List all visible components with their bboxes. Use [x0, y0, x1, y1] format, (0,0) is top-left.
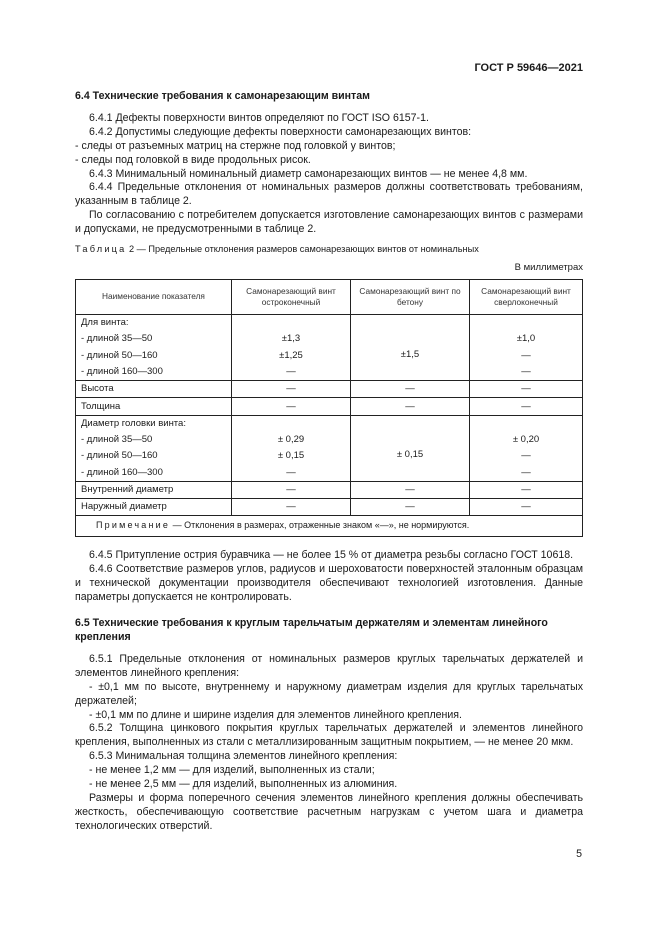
- table-cell: ±1,0: [470, 331, 583, 347]
- table-cell: Толщина: [76, 398, 232, 415]
- table-row: [76, 465, 583, 482]
- table-cell: Наружный диаметр: [76, 499, 232, 516]
- table-cell: —: [470, 499, 583, 516]
- table-cell: [232, 314, 351, 331]
- table-cell: [470, 415, 583, 432]
- list-item: - следы под головкой в виде продольных рисок.: [75, 153, 311, 166]
- list-item: - следы от разъемных матриц на стержне под головкой у винтов;: [75, 139, 396, 152]
- table-row: [76, 448, 583, 464]
- table-row: [76, 398, 583, 415]
- table-cell: —: [470, 448, 583, 464]
- page-number: 5: [576, 848, 582, 860]
- section-6-5-title: 6.5 Технические требования к круглым тарельчатым держателям и элементам линейного крепления: [75, 617, 548, 643]
- table-header-row: [76, 279, 583, 314]
- paragraph: По согласованию с потребителем допускается изготовление самонарезающих винтов с размерами и допусками, не предусмотренными в таблице 2.: [75, 209, 583, 236]
- column-header: Самонарезающий винт остроконечный: [232, 279, 351, 314]
- table-cell: - длиной 35—50: [76, 331, 232, 347]
- table-cell: —: [351, 398, 470, 415]
- table-cell: ± 0,29: [232, 432, 351, 448]
- table-cell: —: [232, 364, 351, 381]
- paragraph: 6.4.1 Дефекты поверхности винтов определяют по ГОСТ ISO 6157-1.: [89, 111, 429, 124]
- table-row: [76, 481, 583, 498]
- paragraph: 6.4.6 Соответствие размеров углов, радиусов и шероховатости поверхностей эталонным образцам и технической документации производителя обеспечивают технологией изготовления. Данные параметры допускается не контролировать.: [75, 563, 583, 604]
- table-cell: —: [232, 381, 351, 398]
- table-cell: ± 0,15: [232, 448, 351, 464]
- table-row: [76, 499, 583, 516]
- paragraph: 6.5.1 Предельные отклонения от номинальных размеров круглых тарельчатых держателей и элементов линейного крепления:: [75, 652, 583, 679]
- table-cell: —: [470, 398, 583, 415]
- table-cell: —: [232, 465, 351, 482]
- table-cell: —: [351, 481, 470, 498]
- table-cell: - длиной 50—160: [76, 448, 232, 464]
- table-row: [76, 432, 583, 448]
- table-cell: —: [470, 364, 583, 381]
- table-cell: ±1,5: [351, 314, 470, 380]
- table-cell: Для винта:: [76, 314, 232, 331]
- section-6-4-title: 6.4 Технические требования к самонарезающим винтам: [75, 90, 370, 102]
- table-caption-word: Таблица: [75, 244, 127, 255]
- table-cell: [470, 314, 583, 331]
- table-row: [76, 364, 583, 381]
- table-row: [76, 415, 583, 432]
- table-cell: - длиной 50—160: [76, 347, 232, 363]
- table-row: [76, 331, 583, 347]
- paragraph: 6.4.4 Предельные отклонения от номинальных размеров должны соответствовать требованиям, указанным в таблице 2.: [75, 181, 583, 208]
- table-cell: —: [351, 381, 470, 398]
- table-cell: —: [232, 398, 351, 415]
- table-cell: Внутренний диаметр: [76, 481, 232, 498]
- table-note-row: [76, 516, 583, 537]
- table-cell: —: [232, 481, 351, 498]
- column-header: Наименование показателя: [76, 279, 232, 314]
- list-item: - не менее 2,5 мм — для изделий, выполненных из алюминия.: [89, 778, 398, 791]
- paragraph: 6.5.3 Минимальная толщина элементов линейного крепления:: [89, 750, 398, 763]
- table-caption: [75, 243, 583, 257]
- list-item: - ±0,1 мм по длине и ширине изделия для элементов линейного крепления.: [89, 708, 462, 721]
- column-header: Самонарезающий винт сверлоконечный: [470, 279, 583, 314]
- table-caption-text: 2 — Предельные отклонения размеров самонарезающих винтов от номинальных: [129, 244, 479, 255]
- table-cell: Диаметр головки винта:: [76, 415, 232, 432]
- table-note: [76, 516, 583, 537]
- paragraph: 6.5.2 Толщина цинкового покрытия круглых тарельчатых держателей и элементов линейного крепления, выполненных из стали с металлизированным защитным покрытием, — не менее 20 мкм.: [75, 722, 583, 749]
- table-row: [76, 347, 583, 363]
- page-content: [75, 90, 583, 834]
- paragraph: 6.4.3 Минимальный номинальный диаметр самонарезающих винтов — не менее 4,8 мм.: [89, 167, 528, 180]
- table-cell: [232, 415, 351, 432]
- paragraph: Размеры и форма поперечного сечения элементов линейного крепления должны обеспечивать жесткость, обеспечивающую соответствие расчетным нагрузкам с учетом шага и диаметра технологических отверстий.: [75, 791, 583, 832]
- table-cell: —: [351, 499, 470, 516]
- table-row: [76, 381, 583, 398]
- column-header: Самонарезающий винт по бетону: [351, 279, 470, 314]
- table-cell: ±1,3: [232, 331, 351, 347]
- table-cell: —: [470, 347, 583, 363]
- deviation-table: [75, 279, 583, 538]
- table-cell: Высота: [76, 381, 232, 398]
- table-note-word: Примечание: [96, 520, 171, 531]
- table-note-text: — Отклонения в размерах, отраженные знаком «—», не нормируются.: [172, 520, 470, 531]
- table-row: [76, 314, 583, 331]
- paragraph: 6.4.5 Притупление острия буравчика — не более 15 % от диаметра резьбы согласно ГОСТ 10618.: [89, 549, 574, 562]
- table-units: В миллиметрах: [514, 261, 583, 273]
- table-cell: ±1,25: [232, 347, 351, 363]
- table-cell: —: [470, 481, 583, 498]
- table-cell: - длиной 160—300: [76, 364, 232, 381]
- table-cell: - длиной 160—300: [76, 465, 232, 482]
- table-cell: - длиной 35—50: [76, 432, 232, 448]
- document-id: ГОСТ Р 59646—2021: [474, 62, 583, 74]
- paragraph: 6.4.2 Допустимы следующие дефекты поверхности самонарезающих винтов:: [89, 125, 472, 138]
- table-cell: —: [470, 381, 583, 398]
- table-cell: —: [232, 499, 351, 516]
- table-cell: ± 0,15: [351, 415, 470, 481]
- table-cell: ± 0,20: [470, 432, 583, 448]
- table-cell: —: [470, 465, 583, 482]
- list-item: - ±0,1 мм по высоте, внутреннему и наружному диаметрам изделия для круглых тарельчатых держателей;: [75, 680, 583, 707]
- list-item: - не менее 1,2 мм — для изделий, выполненных из стали;: [89, 764, 375, 777]
